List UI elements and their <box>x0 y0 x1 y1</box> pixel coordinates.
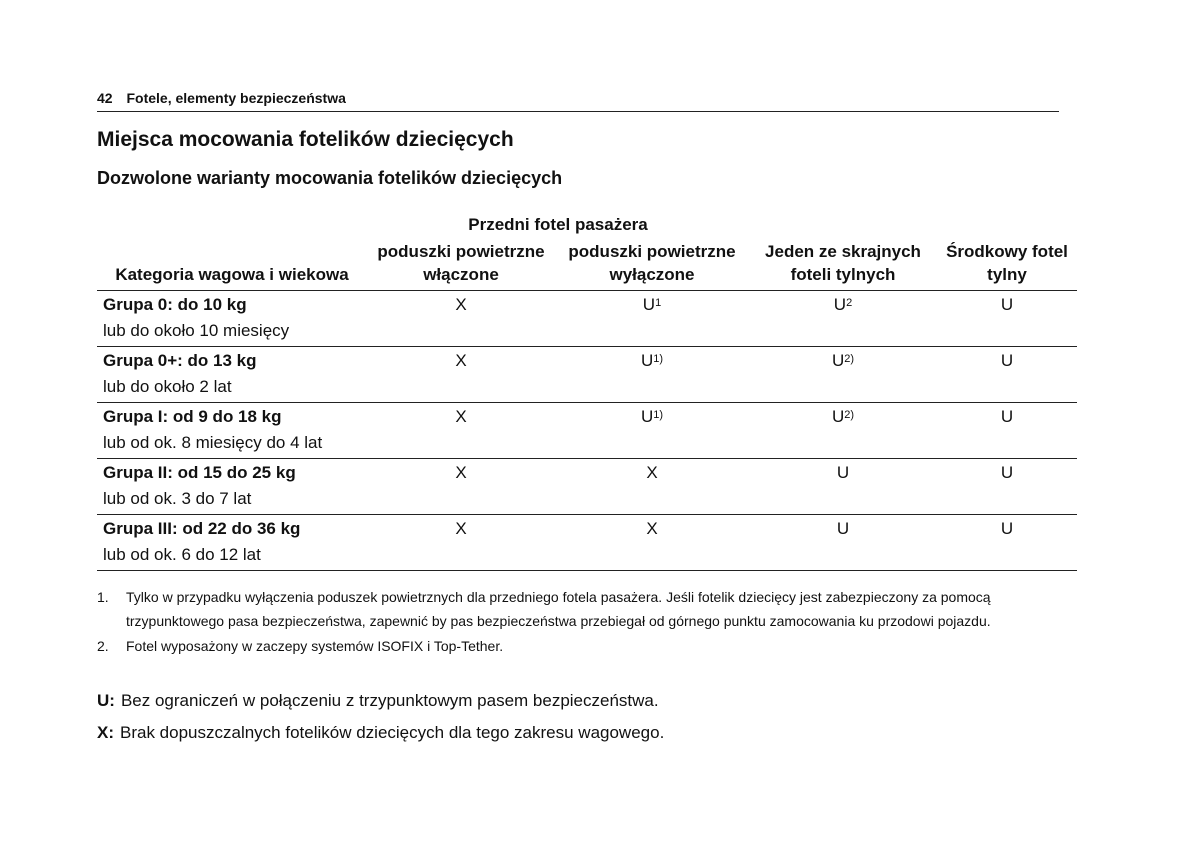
age-range <box>97 317 367 347</box>
age-range <box>97 485 367 515</box>
cell-airbag-off-value: U <box>640 351 654 370</box>
table-row <box>97 459 1077 486</box>
cell-outer-rear <box>749 403 937 430</box>
cell-center-rear <box>937 403 1077 430</box>
column-header-center-rear: Środkowy fotel tylny <box>937 240 1077 291</box>
table-row-age <box>97 373 1077 403</box>
legend-key: X: <box>97 723 114 742</box>
child-seat-table-wrapper <box>97 208 1077 571</box>
legend-item <box>97 685 664 717</box>
empty-cell <box>555 373 749 403</box>
weight-group-value: Grupa III: od 22 do 36 kg <box>103 519 301 538</box>
cell-airbag-on <box>367 403 555 430</box>
footnote-reference: 2) <box>844 409 855 421</box>
cell-airbag-off <box>555 347 749 374</box>
footnote-text: Fotel wyposażony w zaczepy systemów ISOFIX i Top-Tether. <box>126 638 504 654</box>
weight-group <box>97 347 367 374</box>
weight-group <box>97 403 367 430</box>
table-row <box>97 291 1077 318</box>
page-number: 42 <box>97 90 113 106</box>
column-header-airbag-off: poduszki powietrzne wyłączone <box>555 240 749 291</box>
footnote-reference: 2 <box>846 297 853 309</box>
cell-airbag-off <box>555 515 749 542</box>
age-range <box>97 373 367 403</box>
cell-airbag-on-value: X <box>455 351 467 370</box>
empty-header-cell <box>937 208 1077 240</box>
age-range <box>97 541 367 571</box>
empty-cell <box>555 485 749 515</box>
footnotes <box>97 585 1057 659</box>
weight-group-value: Grupa II: od 15 do 25 kg <box>103 463 296 482</box>
empty-cell <box>555 317 749 347</box>
legend-text: Brak dopuszczalnych fotelików dziecięcych dla tego zakresu wagowego. <box>120 723 665 742</box>
table-row-age <box>97 317 1077 347</box>
cell-outer-rear <box>749 515 937 542</box>
front-passenger-group-header: Przedni fotel pasażera <box>468 214 648 234</box>
cell-airbag-off-value: U <box>642 295 656 314</box>
cell-airbag-on <box>367 459 555 486</box>
table-row-age <box>97 541 1077 571</box>
empty-cell <box>367 485 555 515</box>
cell-airbag-on <box>367 291 555 318</box>
table-body <box>97 291 1077 571</box>
table-row <box>97 347 1077 374</box>
cell-airbag-off-value: X <box>646 519 658 538</box>
empty-header-cell <box>749 208 937 240</box>
running-header <box>97 90 1059 112</box>
cell-airbag-on-value: X <box>455 295 467 314</box>
empty-cell <box>749 485 937 515</box>
cell-airbag-off <box>555 291 749 318</box>
cell-center-rear-value: U <box>1000 407 1014 426</box>
cell-center-rear <box>937 291 1077 318</box>
empty-cell <box>937 429 1077 459</box>
cell-airbag-off-value: X <box>646 463 658 482</box>
age-range <box>97 429 367 459</box>
section-title: Fotele, elementy bezpieczeństwa <box>126 90 346 106</box>
empty-cell <box>749 541 937 571</box>
table-row <box>97 515 1077 542</box>
age-range-value: lub od ok. 6 do 12 lat <box>103 545 261 564</box>
cell-center-rear <box>937 515 1077 542</box>
cell-airbag-on-value: X <box>455 407 467 426</box>
cell-outer-rear-value: U <box>831 407 845 426</box>
table-row <box>97 403 1077 430</box>
cell-outer-rear <box>749 347 937 374</box>
footnote <box>97 585 1057 633</box>
cell-outer-rear <box>749 291 937 318</box>
weight-group <box>97 515 367 542</box>
cell-center-rear <box>937 347 1077 374</box>
legend <box>97 685 664 749</box>
page-title: Miejsca mocowania fotelików dziecięcych <box>97 128 514 151</box>
footnote-text: Tylko w przypadku wyłączenia poduszek powietrznych dla przedniego fotela pasażera. Jeśli fotelik dziecięcy jest zabezpieczony za pomocą trzypunktowego pasa bezpieczeństwa, zapewnić by pas bezpieczeństwa przebiegał od górnego punktu zamocowania ku przodowi pojazdu. <box>126 589 991 629</box>
footnote <box>97 634 1057 658</box>
empty-cell <box>367 541 555 571</box>
empty-cell <box>937 317 1077 347</box>
age-range-value: lub do około 2 lat <box>103 377 232 396</box>
footnote-number: 2. <box>97 638 109 654</box>
cell-outer-rear-value: U <box>833 295 847 314</box>
empty-cell <box>937 373 1077 403</box>
empty-header-cell <box>97 208 367 240</box>
cell-outer-rear-value: U <box>836 519 850 538</box>
weight-group-value: Grupa I: od 9 do 18 kg <box>103 407 282 426</box>
age-range-value: lub od ok. 3 do 7 lat <box>103 489 252 508</box>
empty-cell <box>367 373 555 403</box>
cell-airbag-on <box>367 347 555 374</box>
cell-center-rear-value: U <box>1000 295 1014 314</box>
weight-group <box>97 291 367 318</box>
weight-group-value: Grupa 0: do 10 kg <box>103 295 247 314</box>
cell-outer-rear <box>749 459 937 486</box>
empty-cell <box>937 485 1077 515</box>
column-header-outer-rear: Jeden ze skrajnych foteli tylnych <box>749 240 937 291</box>
cell-airbag-on-value: X <box>455 519 467 538</box>
footnote-reference: 1) <box>653 409 664 421</box>
column-header-airbag-on: poduszki powietrzne włączone <box>367 240 555 291</box>
cell-airbag-off-value: U <box>640 407 654 426</box>
empty-cell <box>749 373 937 403</box>
page-subtitle: Dozwolone warianty mocowania fotelików dziecięcych <box>97 168 563 188</box>
cell-airbag-off <box>555 403 749 430</box>
empty-cell <box>367 317 555 347</box>
cell-center-rear <box>937 459 1077 486</box>
empty-cell <box>749 429 937 459</box>
footnote-reference: 1 <box>655 297 662 309</box>
table-row-age <box>97 429 1077 459</box>
weight-group-value: Grupa 0+: do 13 kg <box>103 351 257 370</box>
table-row-age <box>97 485 1077 515</box>
empty-cell <box>749 317 937 347</box>
footnote-reference: 2) <box>844 353 855 365</box>
empty-cell <box>937 541 1077 571</box>
cell-center-rear-value: U <box>1000 519 1014 538</box>
footnote-reference: 1) <box>653 353 664 365</box>
footnote-number: 1. <box>97 589 109 605</box>
cell-airbag-on <box>367 515 555 542</box>
legend-key: U: <box>97 691 115 710</box>
legend-item <box>97 717 664 749</box>
cell-airbag-on-value: X <box>455 463 467 482</box>
age-range-value: lub do około 10 miesięcy <box>103 321 290 340</box>
child-seat-table <box>97 208 1077 571</box>
cell-outer-rear-value: U <box>831 351 845 370</box>
cell-airbag-off <box>555 459 749 486</box>
weight-group <box>97 459 367 486</box>
empty-cell <box>367 429 555 459</box>
cell-center-rear-value: U <box>1000 351 1014 370</box>
cell-outer-rear-value: U <box>836 463 850 482</box>
legend-text: Bez ograniczeń w połączeniu z trzypunktowym pasem bezpieczeństwa. <box>120 691 659 710</box>
empty-cell <box>555 541 749 571</box>
empty-cell <box>555 429 749 459</box>
age-range-value: lub od ok. 8 miesięcy do 4 lat <box>103 433 323 452</box>
column-header-category: Kategoria wagowa i wiekowa <box>97 240 367 291</box>
cell-center-rear-value: U <box>1000 463 1014 482</box>
